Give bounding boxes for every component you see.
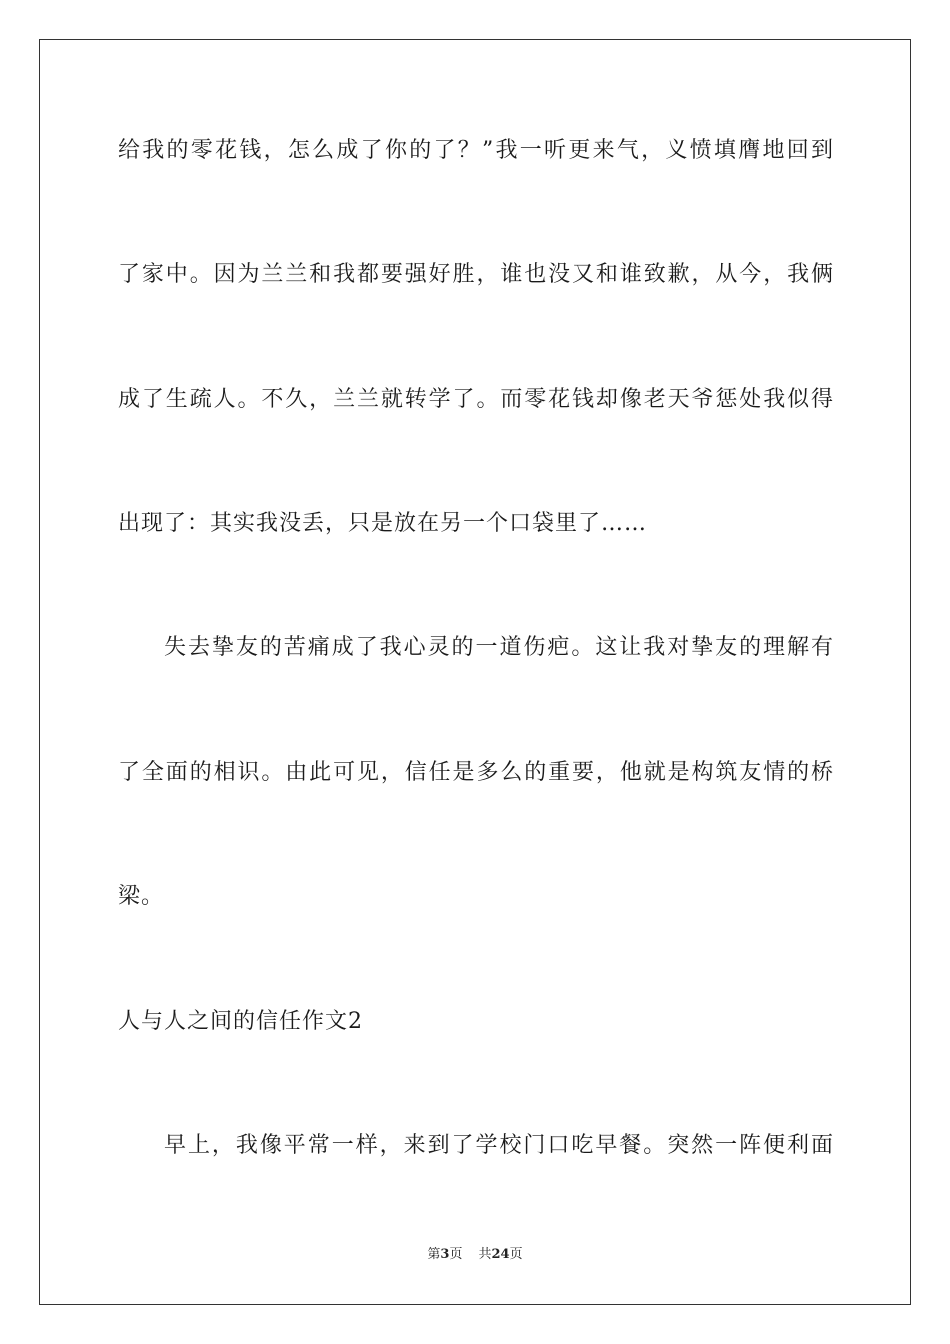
body-line-5: 失去挚友的苦痛成了我心灵的一道伤疤。这让我对挚友的理解有 (164, 635, 834, 660)
footer-page-current: 3 (440, 1247, 450, 1262)
page-border (39, 39, 911, 1305)
body-line-8: 早上，我像平常一样，来到了学校门口吃早餐。突然一阵便利面 (164, 1133, 834, 1158)
footer-page-total: 24 (491, 1247, 510, 1262)
body-line-4: 出现了：其实我没丢，只是放在另一个口袋里了…… (118, 511, 648, 536)
footer-page-suffix: 页 (449, 1247, 463, 1262)
body-line-3: 成了生疏人。不久，兰兰就转学了。而零花钱却像老天爷惩处我似得 (118, 387, 834, 412)
footer-total-suffix: 页 (509, 1247, 523, 1262)
section-heading: 人与人之间的信任作文2 (118, 1009, 363, 1034)
body-line-6: 了全面的相识。由此可见，信任是多么的重要，他就是构筑友情的桥 (118, 760, 834, 785)
body-line-1: 给我的零花钱，怎么成了你的了？”我一听更来气，义愤填膺地回到 (118, 138, 834, 163)
body-line-7: 梁。 (118, 884, 165, 909)
footer-page-prefix: 第 (427, 1247, 441, 1262)
page-footer (0, 1246, 950, 1264)
footer-total-prefix: 共 (478, 1247, 492, 1262)
body-line-2: 了家中。因为兰兰和我都要强好胜，谁也没又和谁致歉，从今，我俩 (118, 262, 834, 287)
